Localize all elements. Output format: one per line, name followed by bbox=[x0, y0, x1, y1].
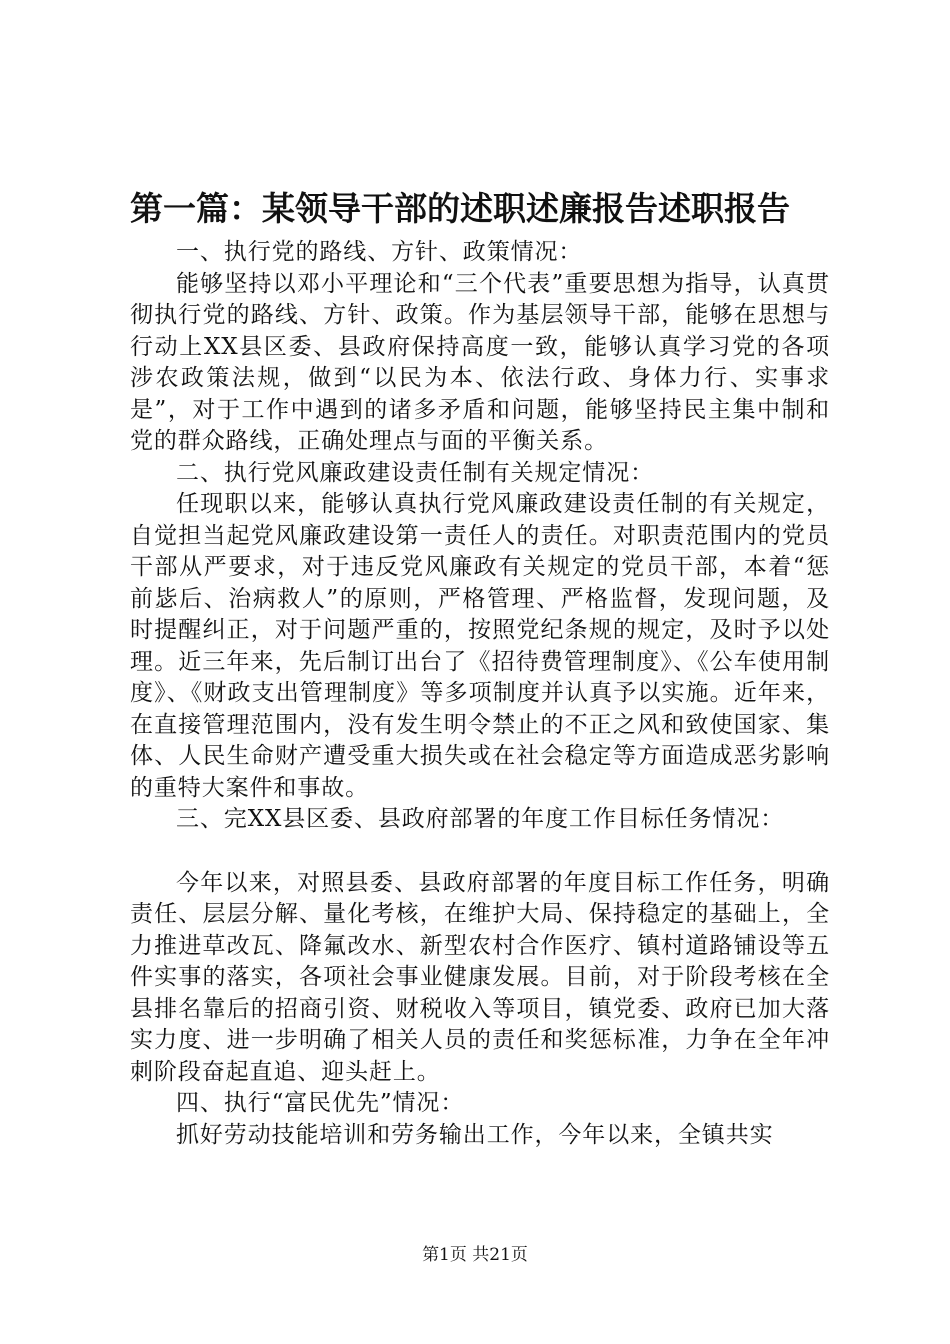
section-heading-1: 一、执行党的路线、方针、政策情况： bbox=[176, 239, 583, 265]
document-page bbox=[130, 185, 830, 1151]
paragraph-1: 能够坚持以邓小平理论和“三个代表”重要思想为指导，认真贯彻执行党的路线、方针、政策。作为基层领导干部，能够在思想与行动上XX县区委、县政府保持高度一致，能够认真学习党的各项涉农政策法规，做到“以民为本、依法行政、身体力行、实事求是”，对于工作中遇到的诸多矛盾和问题，能够坚持民主集中制和党的群众路线，正确处理点与面的平衡关系。 bbox=[130, 270, 830, 454]
section-heading-4: 四、执行“富民优先”情况： bbox=[176, 1090, 465, 1116]
page-footer: 第1页 共21页 bbox=[422, 1245, 528, 1265]
section-heading-2: 二、执行党风廉政建设责任制有关规定情况： bbox=[176, 459, 654, 486]
blank-line bbox=[130, 836, 830, 868]
paragraph-2: 任现职以来，能够认真执行党风廉政建设责任制的有关规定，自觉担当起党风廉政建设第一责任人的责任。对职责范围内的党员干部从严要求，对于违反党风廉政有关规定的党员干部，本着“惩前毖后、治病救人”的原则，严格管理、严格监督，发现问题，及时提醒纠正，对于问题严重的，按照党纪条规的规定，及时予以处理。近三年来，先后制订出台了《招待费管理制度》、《公车使用制度》、《财政支出管理制度》等多项制度并认真予以实施。近年来，在直接管理范围内，没有发生明令禁止的不正之风和致使国家、集体、人民生命财产遭受重大损失或在社会稳定等方面造成恶劣影响的重特大案件和事故。 bbox=[130, 491, 830, 801]
paragraph-4: 抓好劳动技能培训和劳务输出工作，今年以来，全镇共实 bbox=[176, 1121, 774, 1148]
section-heading-3: 三、完XX县区委、县政府部署的年度工作目标任务情况： bbox=[176, 806, 785, 832]
document-title: 第一篇：某领导干部的述职述廉报告述职报告 bbox=[130, 189, 790, 228]
paragraph-3: 今年以来，对照县委、县政府部署的年度目标工作任务，明确责任、层层分解、量化考核，在维护大局、保持稳定的基础上，全力推进草改瓦、降氟改水、新型农村合作医疗、镇村道路铺设等五件实事的落实，各项社会事业健康发展。目前，对于阶段考核在全县排名靠后的招商引资、财税收入等项目，镇党委、政府已加大落实力度、进一步明确了相关人员的责任和奖惩标准，力争在全年冲刺阶段奋起直追、迎头赶上。 bbox=[130, 869, 830, 1085]
